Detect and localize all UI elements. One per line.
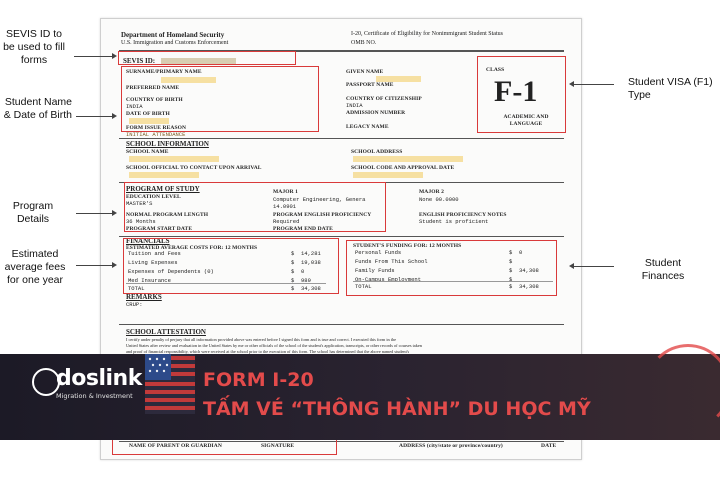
annotation-fees: Estimated average fees for one year: [4, 248, 66, 286]
agency-subname: U.S. Immigration and Customs Enforcement: [121, 40, 229, 46]
country-of-birth-value: INDIA: [126, 103, 143, 110]
cost-row-amount: 19,038: [301, 259, 321, 266]
student-name-highlight-box: [121, 66, 319, 132]
passport-name-label: PASSPORT NAME: [346, 82, 394, 88]
cost-total-label: TOTAL: [128, 285, 145, 292]
funding-heading: STUDENT'S FUNDING FOR: 12 MONTHS: [353, 243, 462, 249]
program-start-label: PROGRAM START DATE: [126, 226, 193, 232]
school-name-label: SCHOOL NAME: [126, 149, 169, 155]
cost-row-label: Med Insurance: [128, 277, 171, 284]
annotation-program: Program Details: [12, 200, 54, 225]
annotation-sevis-id: SEVIS ID to be used to fill forms: [3, 28, 65, 66]
cost-row-label: Expenses of Dependents (0): [128, 268, 214, 275]
fund-total-label: TOTAL: [355, 283, 372, 290]
cost-row-amount: 14,281: [301, 250, 321, 257]
banner-title-line2: TẤM VÉ “THÔNG HÀNH” DU HỌC MỸ: [203, 398, 591, 420]
form-issue-reason-label: FORM ISSUE REASON: [126, 125, 187, 131]
cost-total-currency: $: [291, 285, 295, 292]
financials-heading: FINANCIALS: [126, 237, 170, 245]
legacy-name-label: LEGACY NAME: [346, 124, 389, 130]
fund-row-label: Funds From This School: [355, 258, 428, 265]
sevis-id-label: SEVIS ID:: [123, 57, 156, 65]
cost-row-currency: $: [291, 268, 295, 275]
rule-attestation: [119, 324, 564, 325]
banner-title-line1: FORM I-20: [203, 369, 314, 391]
rule-financials: [119, 236, 564, 237]
given-name-label: GIVEN NAME: [346, 69, 384, 75]
signature-label: SIGNATURE: [261, 443, 295, 449]
fund-row-currency: $: [509, 276, 513, 283]
arrow-visa-type: [572, 84, 614, 85]
school-info-heading: SCHOOL INFORMATION: [126, 140, 209, 148]
sevis-id-highlight-box: [118, 51, 296, 65]
school-name-redacted: [129, 156, 219, 162]
logo-tagline: Migration & Investment: [56, 392, 133, 400]
program-highlight-box: [124, 182, 386, 232]
costs-heading: ESTIMATED AVERAGE COSTS FOR: 12 MONTHS: [126, 245, 258, 251]
major1-code: 14.0901: [273, 203, 297, 210]
major1-value: Computer Engineering, Genera: [273, 196, 366, 203]
program-of-study-heading: PROGRAM OF STUDY: [126, 185, 200, 193]
title-banner: [0, 354, 720, 440]
fund-total-amount: 34,308: [519, 283, 539, 290]
date-of-birth-label: DATE OF BIRTH: [126, 111, 170, 117]
address-label: ADDRESS (city/state or province/country): [399, 443, 503, 449]
remarks-heading: REMARKS: [126, 293, 162, 301]
attestation-line-1: I certify under penalty of perjury that all information provided above was entered before I signed this form and is true and correct. I executed this form in the: [126, 337, 397, 342]
annotation-finances: Student Finances: [641, 257, 685, 282]
english-proficiency-value: Required: [273, 218, 300, 225]
fund-row-currency: $: [509, 267, 513, 274]
official-redacted: [129, 172, 199, 178]
fund-row-currency: $: [509, 249, 513, 256]
remarks-value: CRUP:: [126, 301, 143, 308]
fund-row-currency: $: [509, 258, 513, 265]
school-address-redacted: [353, 156, 463, 162]
school-official-label: SCHOOL OFFICIAL TO CONTACT UPON ARRIVAL: [126, 165, 262, 171]
education-level-label: EDUCATION LEVEL: [126, 194, 181, 200]
country-of-citizenship-label: COUNTRY OF CITIZENSHIP: [346, 96, 422, 102]
attestation-heading: SCHOOL ATTESTATION: [126, 328, 206, 336]
fund-row-label: Personal Funds: [355, 249, 402, 256]
school-code-redacted: [353, 172, 423, 178]
program-length-value: 36 Months: [126, 218, 156, 225]
rule-school: [119, 138, 564, 139]
education-level-value: MASTER'S: [126, 200, 153, 207]
parent-guardian-label: NAME OF PARENT OR GUARDIAN: [129, 443, 222, 449]
visa-class-highlight-box: [477, 56, 566, 133]
attestation-line-2: United States after review and evaluation in the United States by me or other officials of the school of the student's application, transcripts, or other records of courses taken: [126, 343, 422, 348]
class-label: CLASS: [486, 67, 505, 73]
fees-highlight-box: [123, 238, 339, 294]
cost-row-label: Living Expenses: [128, 259, 178, 266]
form-issue-reason-value: INITIAL ATTENDANCE: [126, 131, 186, 138]
fund-row-label: Family Funds: [355, 267, 395, 274]
logo-name: doslink: [56, 366, 142, 391]
arrow-student-name: [76, 116, 114, 117]
arrow-sevis-id: [74, 56, 114, 57]
cost-row-amount: 989: [301, 277, 311, 284]
school-code-label: SCHOOL CODE AND APPROVAL DATE: [351, 165, 455, 171]
form-title: I-20, Certificate of Eligibility for Nonimmigrant Student Status: [351, 31, 503, 37]
fund-row-amount: 34,308: [519, 267, 539, 274]
program-end-label: PROGRAM END DATE: [273, 226, 333, 232]
major1-label: MAJOR 1: [273, 189, 298, 195]
cost-row-currency: $: [291, 259, 295, 266]
fund-row-amount: 0: [519, 249, 523, 256]
agency-name: Department of Homeland Security: [121, 31, 225, 39]
class-subtitle-1: ACADEMIC AND: [503, 114, 549, 120]
preferred-name-label: PREFERRED NAME: [126, 85, 180, 91]
arrow-program: [76, 213, 114, 214]
fund-row-label: On-Campus Employment: [355, 276, 422, 283]
annotation-visa-type: Student VISA (F1) Type: [628, 76, 713, 101]
omb-number: OMB NO.: [351, 40, 377, 46]
english-notes-value: Student is proficient: [419, 218, 489, 225]
cost-row-amount: 0: [301, 268, 305, 275]
cost-total-amount: 34,308: [301, 285, 321, 292]
attestation-line-3: and proof of financial responsibility, which were received at the school prior to the execution of this form. The school has determined that the above named student's: [126, 349, 410, 354]
class-value: F-1: [494, 75, 538, 108]
cost-row-label: Tuition and Fees: [128, 250, 181, 257]
country-of-birth-label: COUNTRY OF BIRTH: [126, 97, 183, 103]
cost-row-currency: $: [291, 250, 295, 257]
english-notes-label: ENGLISH PROFICIENCY NOTES: [419, 212, 507, 218]
us-flag-icon: [145, 354, 195, 414]
annotation-student-name: Student Name & Date of Birth: [3, 96, 72, 121]
arrow-finances: [572, 266, 614, 267]
english-proficiency-label: PROGRAM ENGLISH PROFICIENCY: [273, 212, 372, 218]
program-length-label: NORMAL PROGRAM LENGTH: [126, 212, 209, 218]
finances-highlight-box: [346, 240, 557, 296]
major2-label: MAJOR 2: [419, 189, 444, 195]
school-address-label: SCHOOL ADDRESS: [351, 149, 403, 155]
major2-value: None 00.0000: [419, 196, 459, 203]
cost-row-currency: $: [291, 277, 295, 284]
date-label: DATE: [541, 443, 557, 449]
arrow-fees: [76, 265, 114, 266]
surname-label: SURNAME/PRIMARY NAME: [126, 69, 202, 75]
class-subtitle-2: LANGUAGE: [509, 121, 543, 127]
country-of-citizenship-value: INDIA: [346, 102, 363, 109]
fund-total-currency: $: [509, 283, 513, 290]
admission-number-label: ADMISSION NUMBER: [346, 110, 406, 116]
